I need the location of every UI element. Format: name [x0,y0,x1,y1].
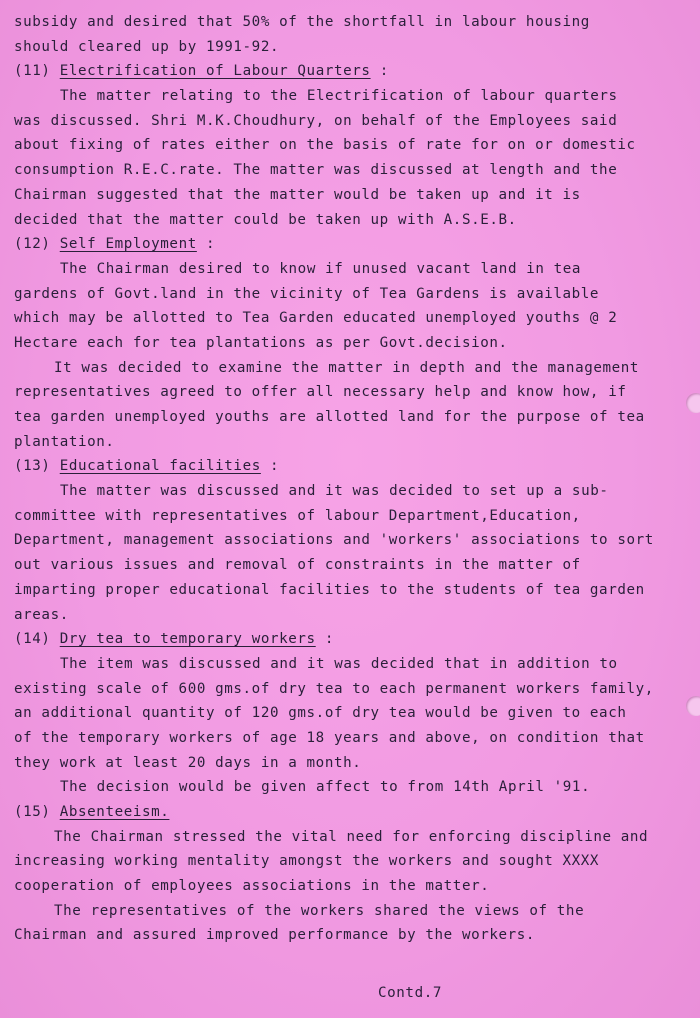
body-line: The matter was discussed and it was decided to set up a sub- [60,483,609,500]
body-line: Chairman and assured improved performance by the workers. [14,927,536,944]
body-line: Chairman suggested that the matter would be taken up and it is [14,186,581,203]
body-line: gardens of Govt.land in the vicinity of Tea Gardens is available [14,285,600,302]
body-line: consumption R.E.C.rate. The matter was discussed at length and the [14,162,618,179]
body-line: committee with representatives of labour Department,Education, [14,507,581,524]
body-line: plantation. [14,433,115,450]
section-heading-12 [14,232,690,257]
section-suffix: : [260,458,280,475]
section-number: (14) [14,631,51,648]
body-line: existing scale of 600 gms.of dry tea to each permanent workers family, [14,680,654,697]
document-body [14,10,690,948]
body-line: an additional quantity of 120 gms.of dry tea would be given to each [14,705,627,722]
section-number: (15) [14,804,51,820]
section-title: Electrification of Labour Quarters [59,63,371,80]
section-title: Dry tea to temporary workers [59,631,316,648]
body-line: It was decided to examine the matter in depth and the management [54,359,640,376]
body-line: increasing working mentality amongst the workers and sought XXXX [14,853,600,870]
body-line: decided that the matter could be taken up with A.S.E.B. [14,211,517,228]
body-line: should cleared up by 1991-92. [14,38,280,55]
section-title: Self Employment [59,236,197,253]
section-heading-13 [14,454,690,479]
section-suffix: : [196,236,216,253]
section-number: (12) [14,236,51,253]
section-heading-14 [14,627,690,652]
section-heading-15 [14,800,690,825]
body-line: tea garden unemployed youths are allotted land for the purpose of tea [14,409,645,425]
section-number: (13) [14,458,51,475]
continued-marker: Contd.7 [378,985,442,1001]
section-suffix: : [315,631,334,648]
body-line: areas. [14,606,69,623]
section-suffix: : [370,63,389,80]
punch-hole-icon [686,393,700,413]
body-line: subsidy and desired that 50% of the shortfall in labour housing [14,14,590,30]
body-line: they work at least 20 days in a month. [14,754,362,771]
body-line: The decision would be given affect to from 14th April '91. [60,779,591,796]
body-line: cooperation of employees associations in the matter. [14,878,490,895]
body-line: The Chairman desired to know if unused vacant land in tea [60,260,582,277]
section-heading-11 [14,59,690,84]
body-line: The item was discussed and it was decided that in addition to [60,655,618,672]
body-line: out various issues and removal of constraints in the matter of [14,557,581,574]
punch-hole-icon [686,696,700,716]
section-title: Absenteeism. [59,804,170,820]
body-line: of the temporary workers of age 18 years and above, on condition that [14,729,645,746]
body-line: imparting proper educational facilities to the students of tea garden [14,581,645,598]
body-line: Department, management associations and 'workers' associations to sort [14,532,654,549]
body-line: The matter relating to the Electrification of labour quarters [60,88,618,105]
section-number: (11) [14,63,51,80]
body-line: The Chairman stressed the vital need for enforcing discipline and [54,828,649,845]
body-line: representatives agreed to offer all necessary help and know how, if [14,384,627,401]
body-line: Hectare each for tea plantations as per Govt.decision. [14,334,508,351]
body-line: which may be allotted to Tea Garden educated unemployed youths @ 2 [14,310,618,327]
body-line: The representatives of the workers shared the views of the [54,902,585,919]
section-title: Educational facilities [59,458,261,475]
body-line: was discussed. Shri M.K.Choudhury, on behalf of the Employees said [14,112,618,129]
body-line: about fixing of rates either on the basis of rate for on or domestic [14,137,636,154]
